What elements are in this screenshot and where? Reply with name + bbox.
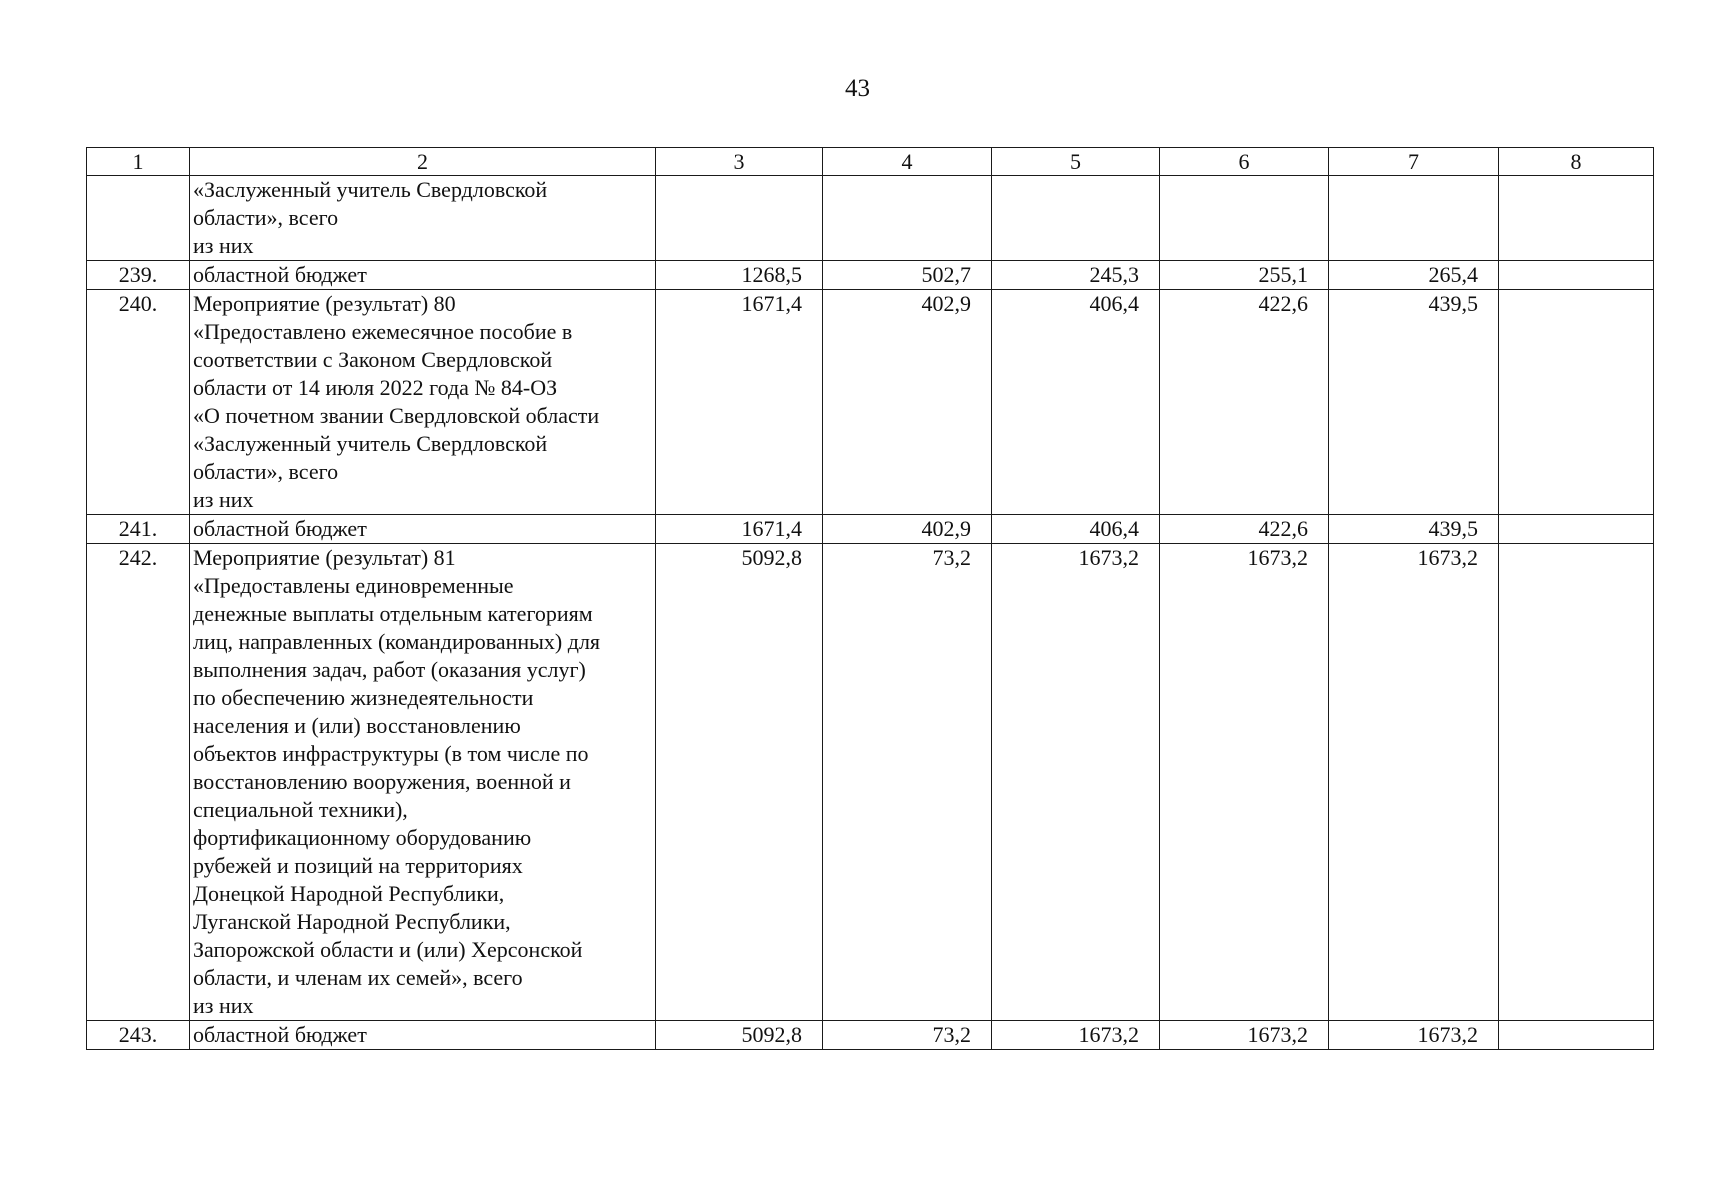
value-cell: 5092,8 [656,544,823,1021]
column-number: 7 [1329,148,1499,176]
value-cell: 422,6 [1160,515,1329,544]
row-index: 240. [87,290,190,515]
value-cell: 439,5 [1329,515,1499,544]
description-line: области, и членам их семей», всего [193,965,523,990]
description-line: Мероприятие (результат) 80 [193,291,456,316]
description-line: выполнения задач, работ (оказания услуг) [193,657,586,682]
row-index: 241. [87,515,190,544]
description-line: Мероприятие (результат) 81 [193,545,456,570]
page-number: 43 [845,75,870,102]
description-line: областной бюджет [193,262,367,287]
value-cell: 73,2 [823,544,992,1021]
value-cell [1499,1021,1654,1050]
column-number: 8 [1499,148,1654,176]
row-index-cell [87,176,190,261]
row-description [190,176,656,261]
value-cell: 1268,5 [656,261,823,290]
description-line: «Заслуженный учитель Свердловской [193,431,548,456]
column-number: 6 [1160,148,1329,176]
row-description [190,290,656,515]
value-cell [656,176,823,261]
description-line: фортификационному оборудованию [193,825,532,850]
table-row [87,261,1654,290]
row-description [190,261,656,290]
description-line: денежные выплаты отдельным категориям [193,601,593,626]
description-line: Донецкой Народной Республики, [193,881,505,906]
description-line: области», всего [193,205,339,230]
value-cell: 406,4 [992,515,1160,544]
value-cell: 1673,2 [992,544,1160,1021]
table-row [87,1021,1654,1050]
description-line: по обеспечению жизнедеятельности [193,685,534,710]
description-line: специальной техники), [193,797,408,822]
description-line: Запорожской области и (или) Херсонской [193,937,583,962]
value-cell: 1671,4 [656,290,823,515]
description-line: «О почетном звании Свердловской области [193,403,600,428]
table-row-continuation [87,176,1654,261]
value-cell: 406,4 [992,290,1160,515]
value-cell [1499,544,1654,1021]
value-cell: 402,9 [823,515,992,544]
row-description [190,515,656,544]
value-cell [823,176,992,261]
value-cell [1499,290,1654,515]
description-line: областной бюджет [193,516,367,541]
value-cell: 1673,2 [1160,1021,1329,1050]
description-line: лиц, направленных (командированных) для [193,629,601,654]
value-cell: 1673,2 [1160,544,1329,1021]
value-cell: 439,5 [1329,290,1499,515]
description-line: населения и (или) восстановлению [193,713,521,738]
column-number: 1 [87,148,190,176]
value-cell: 1673,2 [1329,544,1499,1021]
table-row [87,544,1654,1021]
description-line: «Заслуженный учитель Свердловской [193,177,548,202]
column-number: 4 [823,148,992,176]
value-cell: 5092,8 [656,1021,823,1050]
value-cell [1329,176,1499,261]
value-cell: 402,9 [823,290,992,515]
value-cell: 1673,2 [1329,1021,1499,1050]
value-cell: 255,1 [1160,261,1329,290]
description-line: Луганской Народной Республики, [193,909,511,934]
value-cell: 73,2 [823,1021,992,1050]
description-line: «Предоставлено ежемесячное пособие в [193,319,573,344]
description-line: из них [193,993,254,1018]
column-number: 5 [992,148,1160,176]
value-cell [992,176,1160,261]
description-line: области», всего [193,459,339,484]
value-cell: 265,4 [1329,261,1499,290]
row-index: 239. [87,261,190,290]
row-description [190,1021,656,1050]
description-line: соответствии с Законом Свердловской [193,347,553,372]
row-index: 242. [87,544,190,1021]
budget-table [86,147,1654,1050]
description-line: области от 14 июля 2022 года № 84-ОЗ [193,375,558,400]
value-cell [1499,261,1654,290]
description-line: «Предоставлены единовременные [193,573,514,598]
description-line: объектов инфраструктуры (в том числе по [193,741,589,766]
value-cell: 1671,4 [656,515,823,544]
row-index: 243. [87,1021,190,1050]
value-cell [1499,515,1654,544]
row-description [190,544,656,1021]
column-number: 2 [190,148,656,176]
description-line: из них [193,233,254,258]
value-cell: 245,3 [992,261,1160,290]
description-line: восстановлению вооружения, военной и [193,769,571,794]
table-row [87,290,1654,515]
table-row [87,515,1654,544]
value-cell: 422,6 [1160,290,1329,515]
value-cell: 1673,2 [992,1021,1160,1050]
column-number-row [87,148,1654,176]
value-cell [1499,176,1654,261]
description-line: рубежей и позиций на территориях [193,853,523,878]
column-number: 3 [656,148,823,176]
value-cell [1160,176,1329,261]
description-line: из них [193,487,254,512]
value-cell: 502,7 [823,261,992,290]
description-line: областной бюджет [193,1022,367,1047]
